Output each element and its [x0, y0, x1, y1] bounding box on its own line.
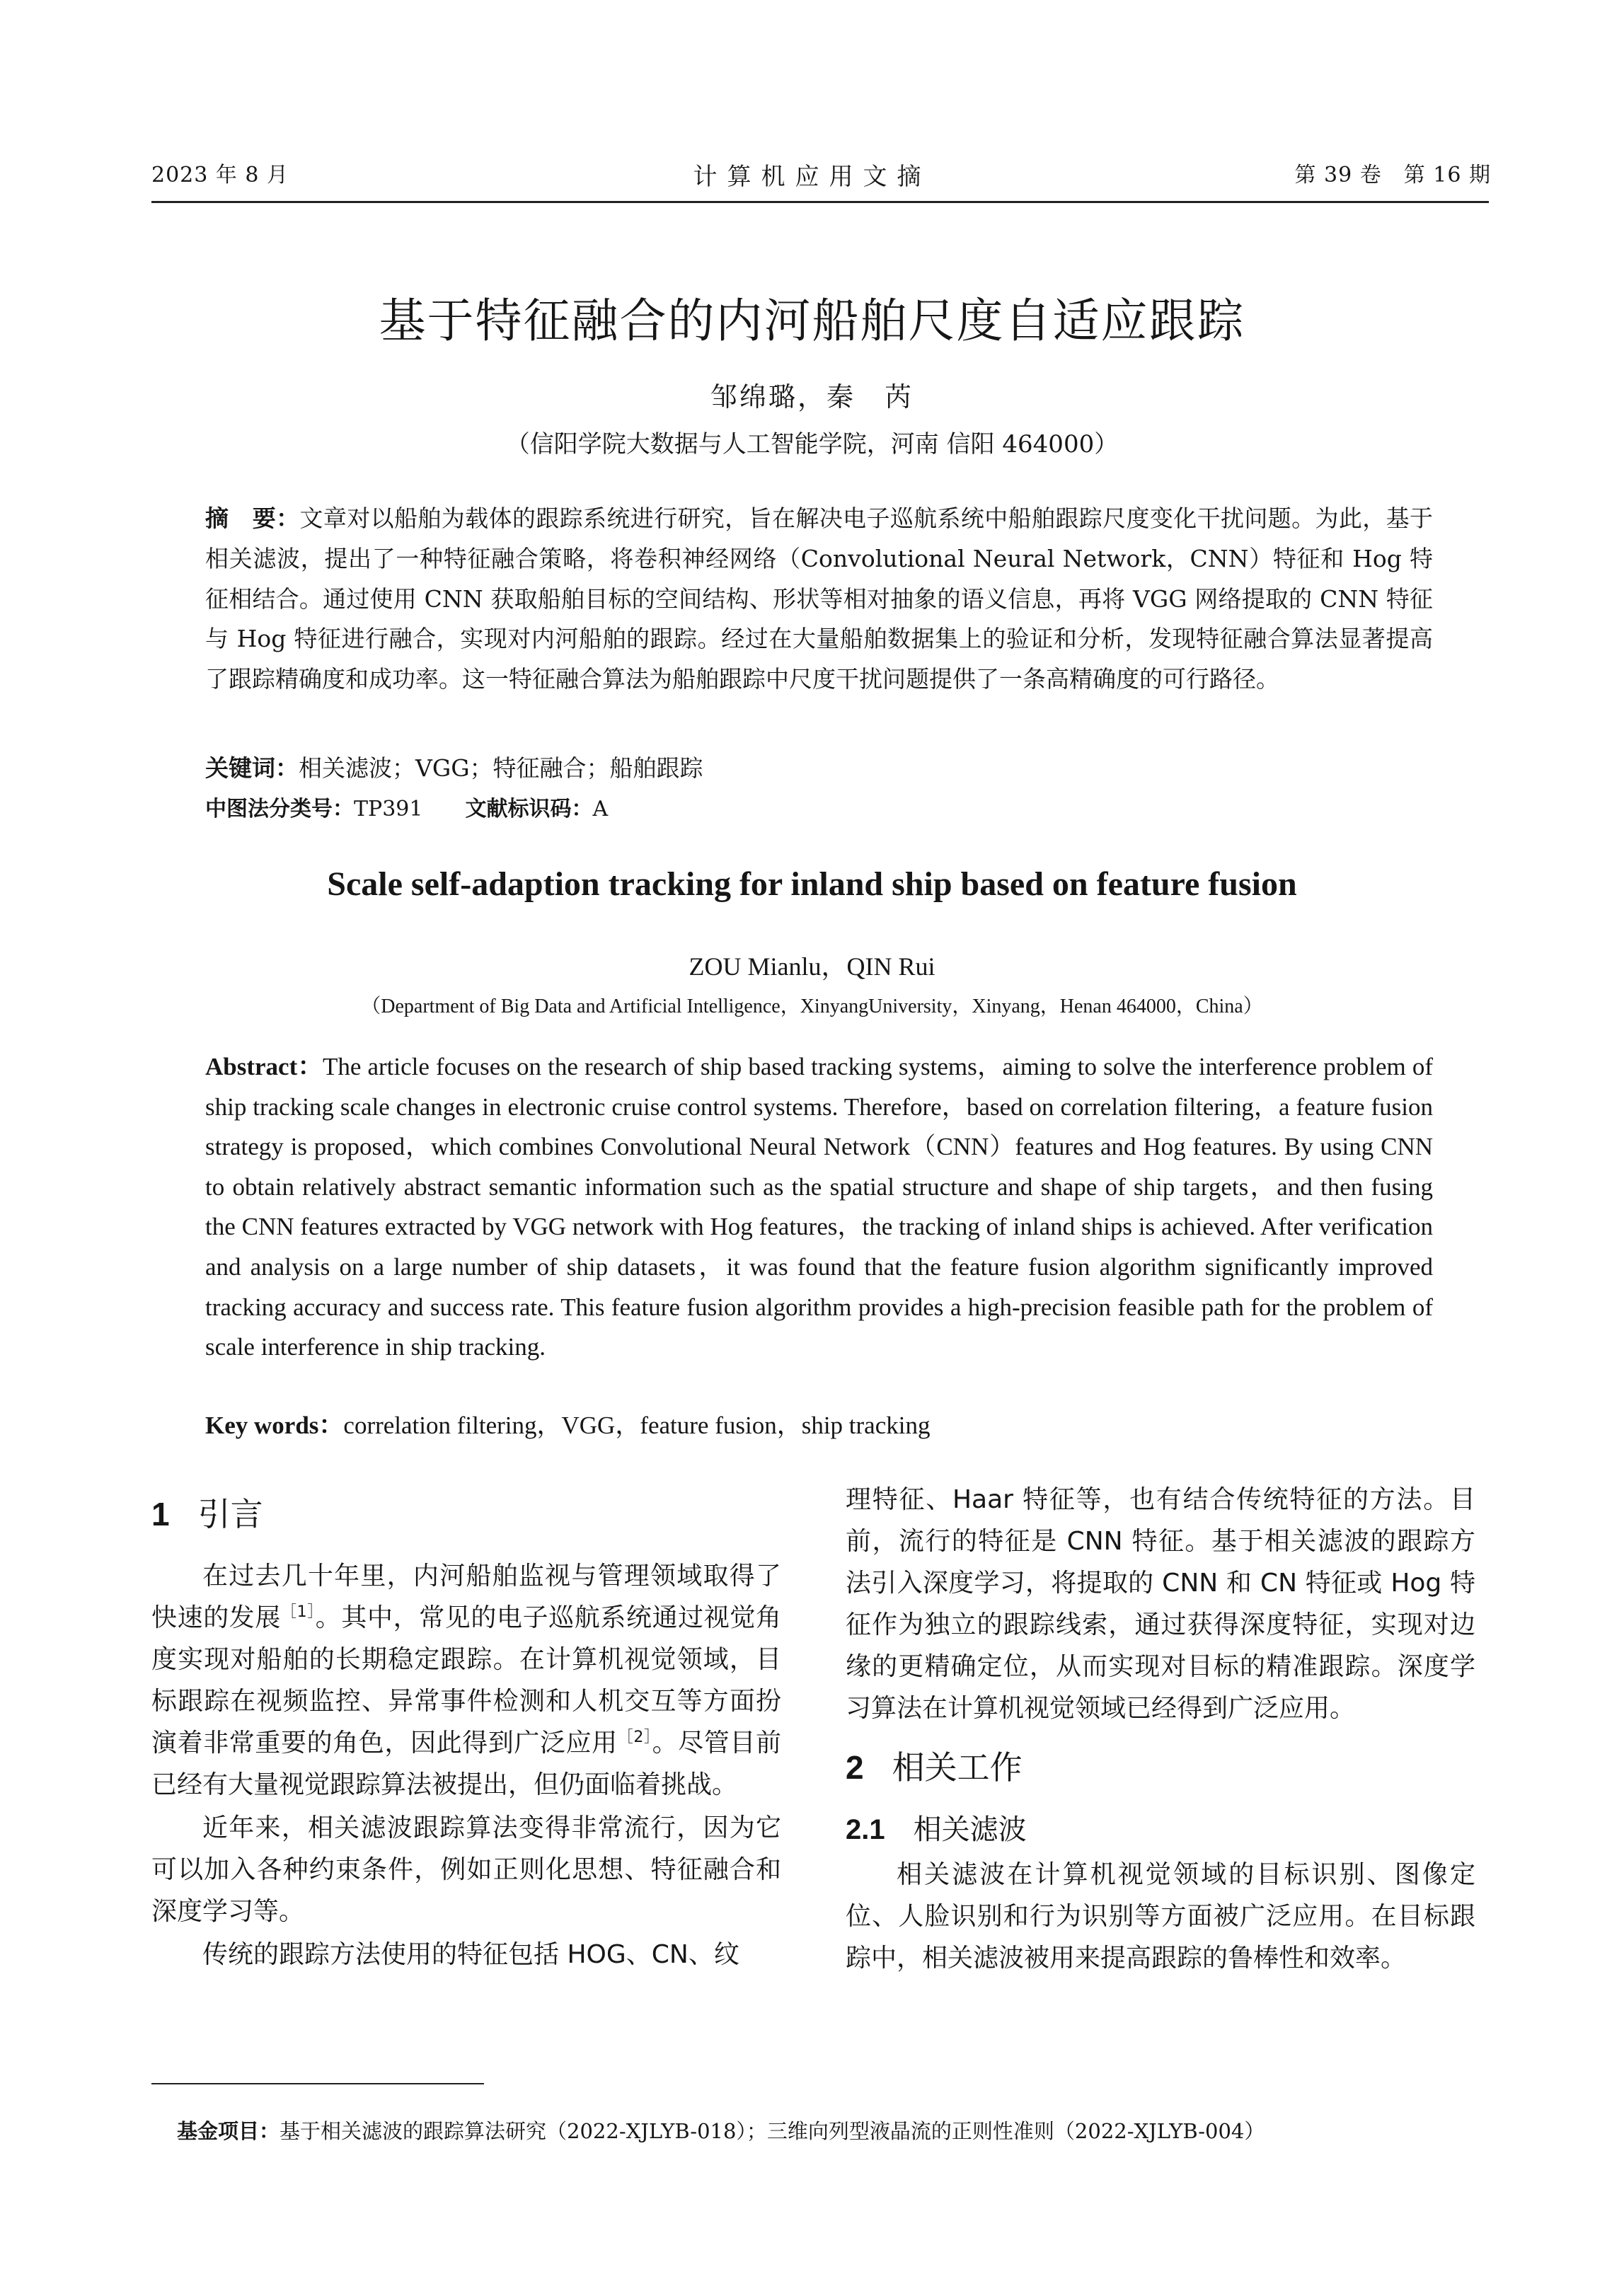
authors-english: ZOU Mianlu，QIN Rui [689, 952, 935, 981]
footnote-text: 基于相关滤波的跟踪算法研究（2022-XJLYB-018）；三维向列型液晶流的正则性准则（2022-XJLYB-004） [280, 2119, 1265, 2143]
footnote-label: 基金项目： [177, 2119, 280, 2143]
section-1-heading [151, 1486, 781, 1542]
classification-line [205, 791, 608, 822]
abstract-english-text: The article focuses on the research of ship based tracking systems，aiming to solve the interference problem of ship tracking scale changes in electronic cruise control systems. Therefore，based on correlation filtering，a feature fusion strategy is proposed，which combines Convolutional Neural Network（CNN）features and Hog features. By using CNN to obtain relatively abstract semantic information such as the spatial structure and shape of ship targets，and then fusing the CNN features extracted by VGG network with Hog features，the tracking of inland ships is achieved. After verification and analysis on a large number of ship datasets，it was found that the feature fusion algorithm significantly improved tracking accuracy and success rate. This feature fusion algorithm provides a high-precision feasible path for the problem of scale interference in ship tracking. [205, 1053, 1433, 1361]
section-2-heading [846, 1739, 1475, 1796]
section-2-title: 相关工作 [892, 1748, 1023, 1787]
affiliation-chinese: （信阳学院大数据与人工智能学院，河南 信阳 464000） [505, 430, 1119, 458]
section-2-1-number: 2.1 [846, 1814, 885, 1845]
affiliation-english: （Department of Big Data and Artificial Intelligence，XinyangUniversity，Xinyang，Henan 464000，China） [361, 996, 1263, 1017]
paragraph-1 [151, 1555, 781, 1806]
citation-1: ［1］ [281, 1603, 316, 1621]
title-english: Scale self-adaption tracking for inland ship based on feature fusion [327, 865, 1297, 903]
section-2-1-heading [846, 1808, 1475, 1851]
paragraph-1-part-a: 在过去几十年里，内河船舶监视与管理领域取得了快速的发展 [151, 1562, 781, 1632]
section-1-title: 引言 [197, 1495, 263, 1533]
keywords-chinese-label: 关键词： [205, 754, 299, 782]
header-volume: 第 39 卷 第 16 期 [1294, 163, 1491, 187]
keywords-english [205, 1406, 930, 1441]
abstract-english [205, 1047, 1433, 1368]
header-journal: 计算机应用文摘 [693, 163, 931, 191]
abstract-chinese-text: 文章对以船舶为载体的跟踪系统进行研究，旨在解决电子巡航系统中船舶跟踪尺度变化干扰问题。为此，基于相关滤波，提出了一种特征融合策略，将卷积神经网络（Convolutional Neural Network，CNN）特征和 Hog 特征相结合。通过使用 CNN 获取船舶目标的空间结构、形状等相对抽象的语义信息，再将 VGG 网络提取的 CNN 特征与 Hog 特征进行融合，实现对内河船舶的跟踪。经过在大量船舶数据集上的验证和分析，发现特征融合算法显著提高了跟踪精确度和成功率。这一特征融合算法为船舶跟踪中尺度干扰问题提供了一条高精确度的可行路径。 [205, 504, 1434, 693]
clc-value: TP391 [354, 797, 423, 821]
title-chinese: 基于特征融合的内河船舶尺度自适应跟踪 [379, 294, 1245, 348]
header-date: 2023 年 8 月 [151, 163, 289, 187]
footnote-funding [177, 2116, 1265, 2145]
paragraph-3: 传统的跟踪方法使用的特征包括 HOG、CN、纹 [202, 1940, 739, 1969]
paragraph-1-part-b: 。其中，常见的电子巡航系统通过视觉角度实现对船舶的长期稳定跟踪。在计算机视觉领域，目标跟踪在视频监控、异常事件检测和人机交互等方面扮演着非常重要的角色，因此得到广泛应用 [151, 1603, 781, 1758]
footnote-rule [151, 2083, 484, 2084]
citation-2: ［2］ [617, 1729, 652, 1746]
clc-label: 中图法分类号： [205, 797, 354, 821]
body-right-column [846, 1479, 1475, 1979]
section-1-number: 1 [151, 1496, 170, 1533]
paragraph-3-continued: 理特征、Haar 特征等，也有结合传统特征的方法。目前，流行的特征是 CNN 特征。基于相关滤波的跟踪方法引入深度学习，将提取的 CNN 和 CN 特征或 Hog 特征作为独立的跟踪线索，通过获得深度特征，实现对边缘的更精确定位，从而实现对目标的精准跟踪。深度学习算法在计算机视觉领域已经得到广泛应用。 [846, 1485, 1475, 1723]
keywords-chinese-text: 相关滤波；VGG；特征融合；船舶跟踪 [299, 754, 703, 782]
doc-code-label: 文献标识码： [465, 797, 593, 821]
paragraph-4: 相关滤波在计算机视觉领域的目标识别、图像定位、人脸识别和行为识别等方面被广泛应用。在目标跟踪中，相关滤波被用来提高跟踪的鲁棒性和效率。 [846, 1860, 1475, 1973]
abstract-english-label: Abstract： [205, 1053, 323, 1080]
doc-code-value: A [592, 797, 609, 821]
abstract-chinese-label: 摘 要： [205, 504, 300, 532]
section-2-1-title: 相关滤波 [913, 1813, 1027, 1846]
body-left-column [151, 1486, 781, 1975]
keywords-english-label: Key words： [205, 1412, 344, 1439]
abstract-chinese [205, 499, 1433, 700]
authors-chinese: 邹绵璐，秦 芮 [710, 381, 914, 412]
paragraph-1-part-c: 。尽管目前已经有大量视觉跟踪算法被提出，但仍面临着挑战。 [151, 1729, 781, 1799]
keywords-chinese [205, 750, 703, 783]
header-rule [151, 201, 1489, 203]
paragraph-2: 近年来，相关滤波跟踪算法变得非常流行，因为它可以加入各种约束条件，例如正则化思想、特征融合和深度学习等。 [151, 1813, 781, 1926]
section-2-number: 2 [846, 1749, 864, 1786]
keywords-english-text: correlation filtering，VGG，feature fusion，ship tracking [343, 1412, 931, 1439]
